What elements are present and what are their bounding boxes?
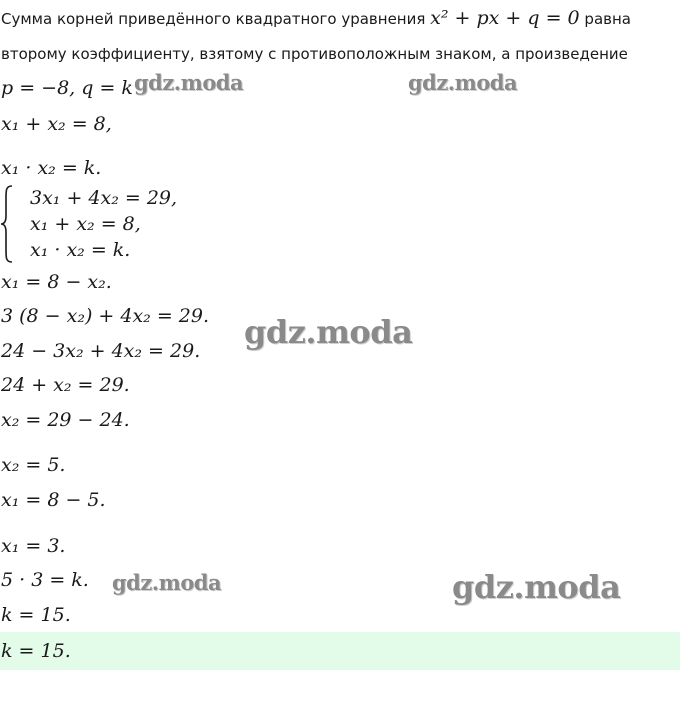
watermark: gdz.moda xyxy=(134,70,244,95)
step-3: 24 − 3x₂ + 4x₂ = 29. xyxy=(1,340,201,362)
equation-sum: x₁ + x₂ = 8, xyxy=(1,113,112,135)
intro-line-1-text: Сумма корней приведённого квадратного уравнения xyxy=(1,10,426,28)
intro-line-2: второму коэффициенту, взятому с противоположным знаком, а произведение xyxy=(1,45,628,63)
watermark: gdz.moda xyxy=(244,313,413,351)
step-10: k = 15. xyxy=(1,604,71,626)
intro-line-1-equation: x² + px + q = 0 xyxy=(430,7,580,29)
step-6: x₂ = 5. xyxy=(1,454,66,476)
watermark: gdz.moda xyxy=(452,568,621,606)
system-equation-1: 3x₁ + 4x₂ = 29, xyxy=(30,187,178,209)
step-5: x₂ = 29 − 24. xyxy=(1,409,130,431)
step-2: 3 (8 − x₂) + 4x₂ = 29. xyxy=(1,305,210,327)
equation-product: x₁ · x₂ = k. xyxy=(1,157,102,179)
system-brace xyxy=(0,184,14,264)
step-8: x₁ = 3. xyxy=(1,535,66,557)
answer-highlight xyxy=(0,632,680,670)
step-1: x₁ = 8 − x₂. xyxy=(1,271,112,293)
step-9: 5 · 3 = k. xyxy=(1,569,89,591)
step-7: x₁ = 8 − 5. xyxy=(1,489,106,511)
intro-line-1 xyxy=(1,8,631,29)
answer-equation: k = 15. xyxy=(1,640,71,662)
intro-line-1-end: равна xyxy=(584,10,631,28)
watermark: gdz.moda xyxy=(112,570,222,595)
system-equation-3: x₁ · x₂ = k. xyxy=(30,239,131,261)
step-4: 24 + x₂ = 29. xyxy=(1,374,130,396)
watermark: gdz.moda xyxy=(408,70,518,95)
equation-pq: p = −8, q = k xyxy=(1,77,133,99)
system-equation-2: x₁ + x₂ = 8, xyxy=(30,213,141,235)
